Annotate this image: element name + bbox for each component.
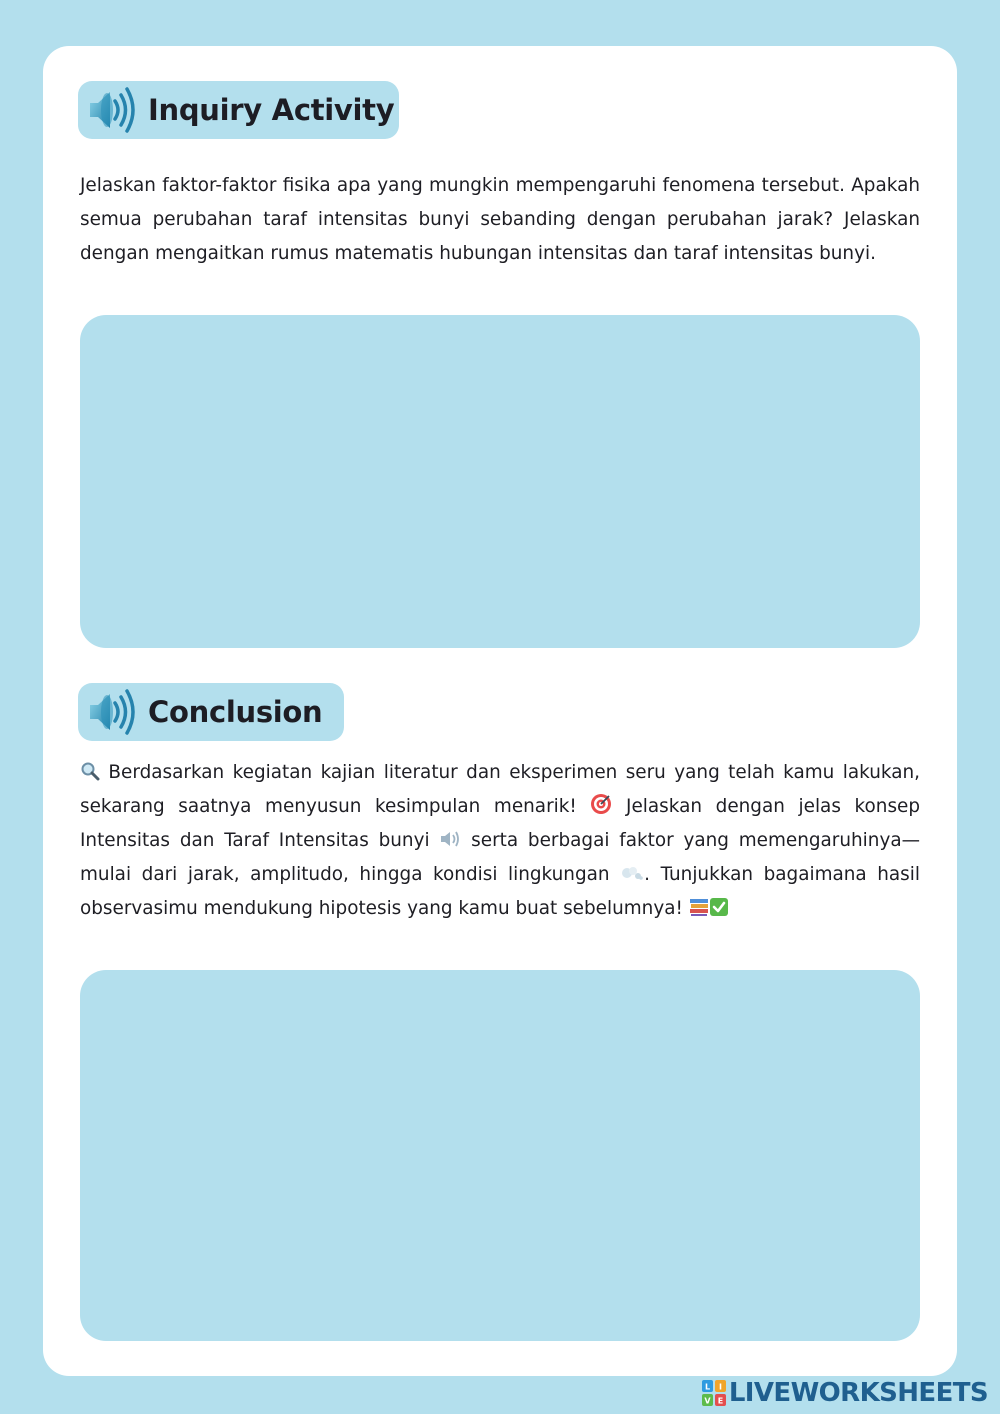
dust-cloud-icon <box>620 863 644 883</box>
conclusion-answer-box[interactable] <box>80 970 920 1341</box>
speaker-icon <box>84 685 140 739</box>
conclusion-text-part1: Berdasarkan kegiatan kajian literatur dan eksperimen seru yang telah kamu lakukan, sekarang saatnya menyusun kesimpulan menarik! <box>80 762 920 817</box>
conclusion-header <box>78 683 344 741</box>
conclusion-text <box>80 756 920 926</box>
logo-mark-letter-l: L <box>704 1382 710 1392</box>
books-icon <box>689 897 709 917</box>
inquiry-text: Jelaskan faktor-faktor fisika apa yang mungkin mempengaruhi fenomena tersebut. Apakah semua perubahan taraf intensitas bunyi sebanding dengan perubahan jarak? Jelaskan dengan mengaitkan rumus matematis hubungan intensitas dan taraf intensitas bunyi. <box>80 175 920 264</box>
target-icon <box>590 793 612 815</box>
inquiry-title: Inquiry Activity <box>148 93 395 127</box>
logo-mark-letter-i: I <box>718 1382 722 1392</box>
speaker-icon <box>439 829 461 849</box>
logo-mark-letter-e: E <box>717 1396 724 1406</box>
conclusion-text-part4: . Tunjukkan bagaimana hasil observasimu mendukung hipotesis yang kamu buat sebelumnya! <box>80 864 920 919</box>
check-icon <box>709 897 729 917</box>
liveworksheets-logo <box>702 1378 988 1408</box>
liveworksheets-logo-text: LIVEWORKSHEETS <box>728 1378 988 1408</box>
speaker-icon <box>84 83 140 137</box>
inquiry-answer-box[interactable] <box>80 315 920 648</box>
conclusion-text-part3: serta berbagai faktor yang memengaruhinya—mulai dari jarak, amplitudo, hingga kondisi lingkungan <box>80 830 920 885</box>
liveworksheets-logo-mark-icon <box>702 1380 726 1406</box>
magnifier-icon <box>80 761 100 781</box>
logo-mark-letter-v: V <box>704 1396 711 1406</box>
conclusion-text-part2: Jelaskan dengan jelas konsep Intensitas dan Taraf Intensitas bunyi <box>80 796 921 851</box>
inquiry-header <box>78 81 399 139</box>
conclusion-title: Conclusion <box>148 695 323 729</box>
